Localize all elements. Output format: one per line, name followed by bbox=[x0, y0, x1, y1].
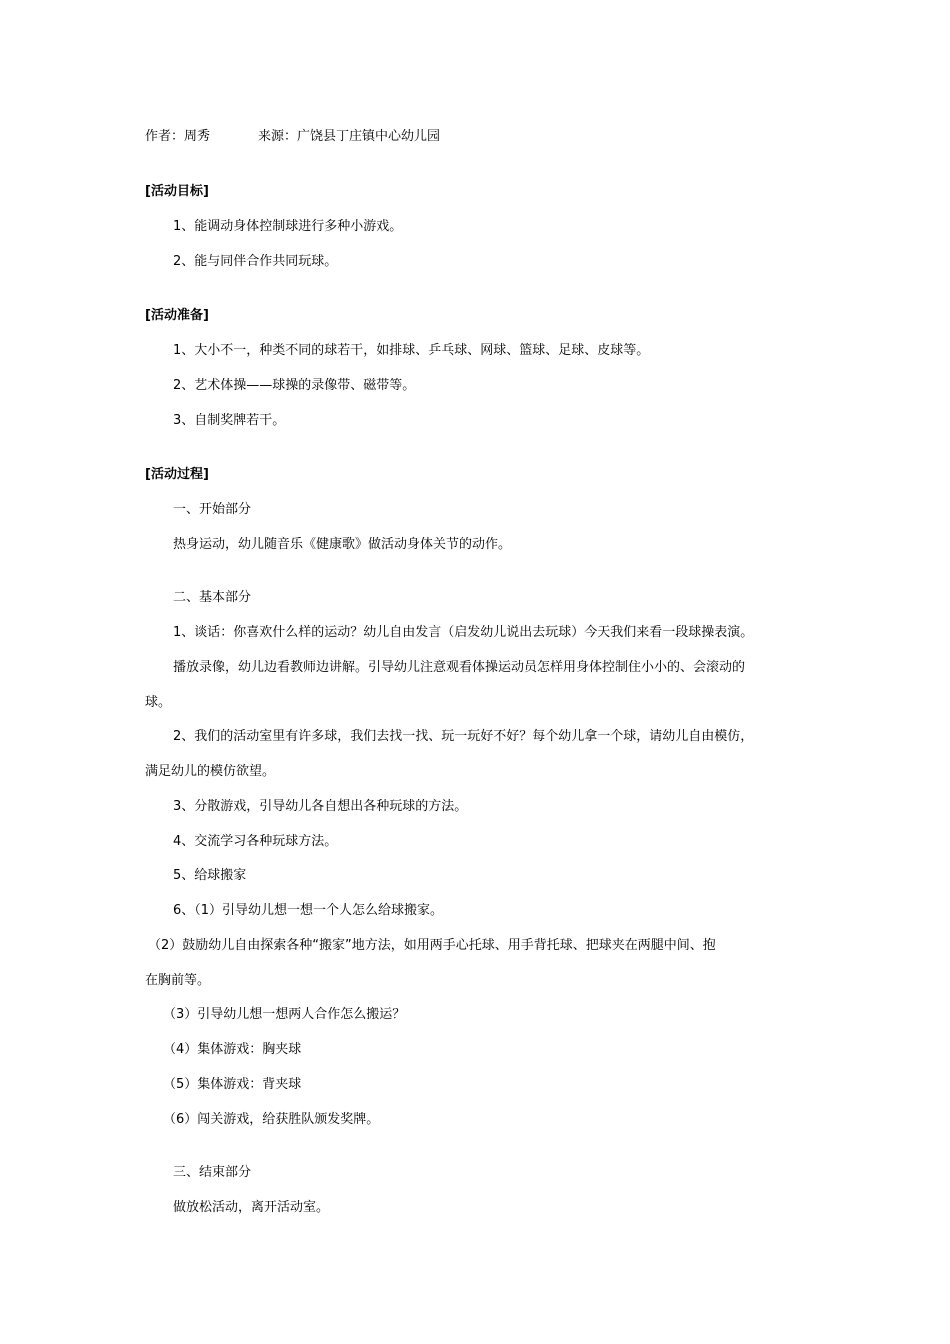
goals-heading: [活动目标] bbox=[145, 184, 209, 199]
step-3: 3、分散游戏，引导幼儿各自想出各种玩球的方法。 bbox=[173, 799, 468, 814]
prep-item: 2、艺术体操——球操的录像带、磁带等。 bbox=[173, 378, 416, 393]
step-4: 4、交流学习各种玩球方法。 bbox=[173, 834, 338, 849]
sub-step-6: （6）闯关游戏，给获胜队颁发奖牌。 bbox=[163, 1112, 380, 1127]
part3-text: 做放松活动，离开活动室。 bbox=[173, 1200, 330, 1215]
goal-item: 1、能调动身体控制球进行多种小游戏。 bbox=[173, 219, 403, 234]
sub-step-5: （5）集体游戏：背夹球 bbox=[163, 1077, 302, 1092]
sub-step-2: （2）鼓励幼儿自由探索各种“搬家”地方法，如用两手心托球、用手背托球、把球夹在两腿中间、抱 bbox=[148, 938, 716, 953]
step-2: 2、我们的活动室里有许多球，我们去找一找、玩一玩好不好？每个幼儿拿一个球，请幼儿自由模仿， bbox=[173, 729, 754, 744]
sub-step-2-cont: 在胸前等。 bbox=[145, 973, 211, 988]
prep-item: 3、自制奖牌若干。 bbox=[173, 413, 286, 428]
prep-heading: [活动准备] bbox=[145, 308, 209, 323]
step-2-cont: 满足幼儿的模仿欲望。 bbox=[145, 764, 276, 779]
part3-title: 三、结束部分 bbox=[173, 1165, 252, 1180]
prep-item: 1、大小不一，种类不同的球若干，如排球、乒乓球、网球、篮球、足球、皮球等。 bbox=[173, 343, 650, 358]
part1-text: 热身运动，幼儿随音乐《健康歌》做活动身体关节的动作。 bbox=[173, 537, 512, 552]
source: 来源：广饶县丁庄镇中心幼儿园 bbox=[258, 129, 441, 144]
meta-line bbox=[145, 128, 440, 146]
step-6: 6、（1）引导幼儿想一想一个人怎么给球搬家。 bbox=[173, 903, 444, 918]
step-1: 1、谈话：你喜欢什么样的运动？幼儿自由发言（启发幼儿说出去玩球）今天我们来看一段球操表演。 bbox=[173, 625, 754, 640]
sub-step-3: （3）引导幼儿想一想两人合作怎么搬运？ bbox=[163, 1007, 406, 1022]
part1-title: 一、开始部分 bbox=[173, 502, 252, 517]
step-1b: 播放录像，幼儿边看教师边讲解。引导幼儿注意观看体操运动员怎样用身体控制住小小的、会滚动的 bbox=[173, 660, 746, 675]
author: 作者：周秀 bbox=[145, 129, 211, 144]
part2-title: 二、基本部分 bbox=[173, 590, 252, 605]
process-heading: [活动过程] bbox=[145, 467, 209, 482]
step-1b-cont: 球。 bbox=[145, 695, 172, 710]
step-5: 5、给球搬家 bbox=[173, 868, 247, 883]
sub-step-4: （4）集体游戏：胸夹球 bbox=[163, 1042, 302, 1057]
goal-item: 2、能与同伴合作共同玩球。 bbox=[173, 254, 338, 269]
